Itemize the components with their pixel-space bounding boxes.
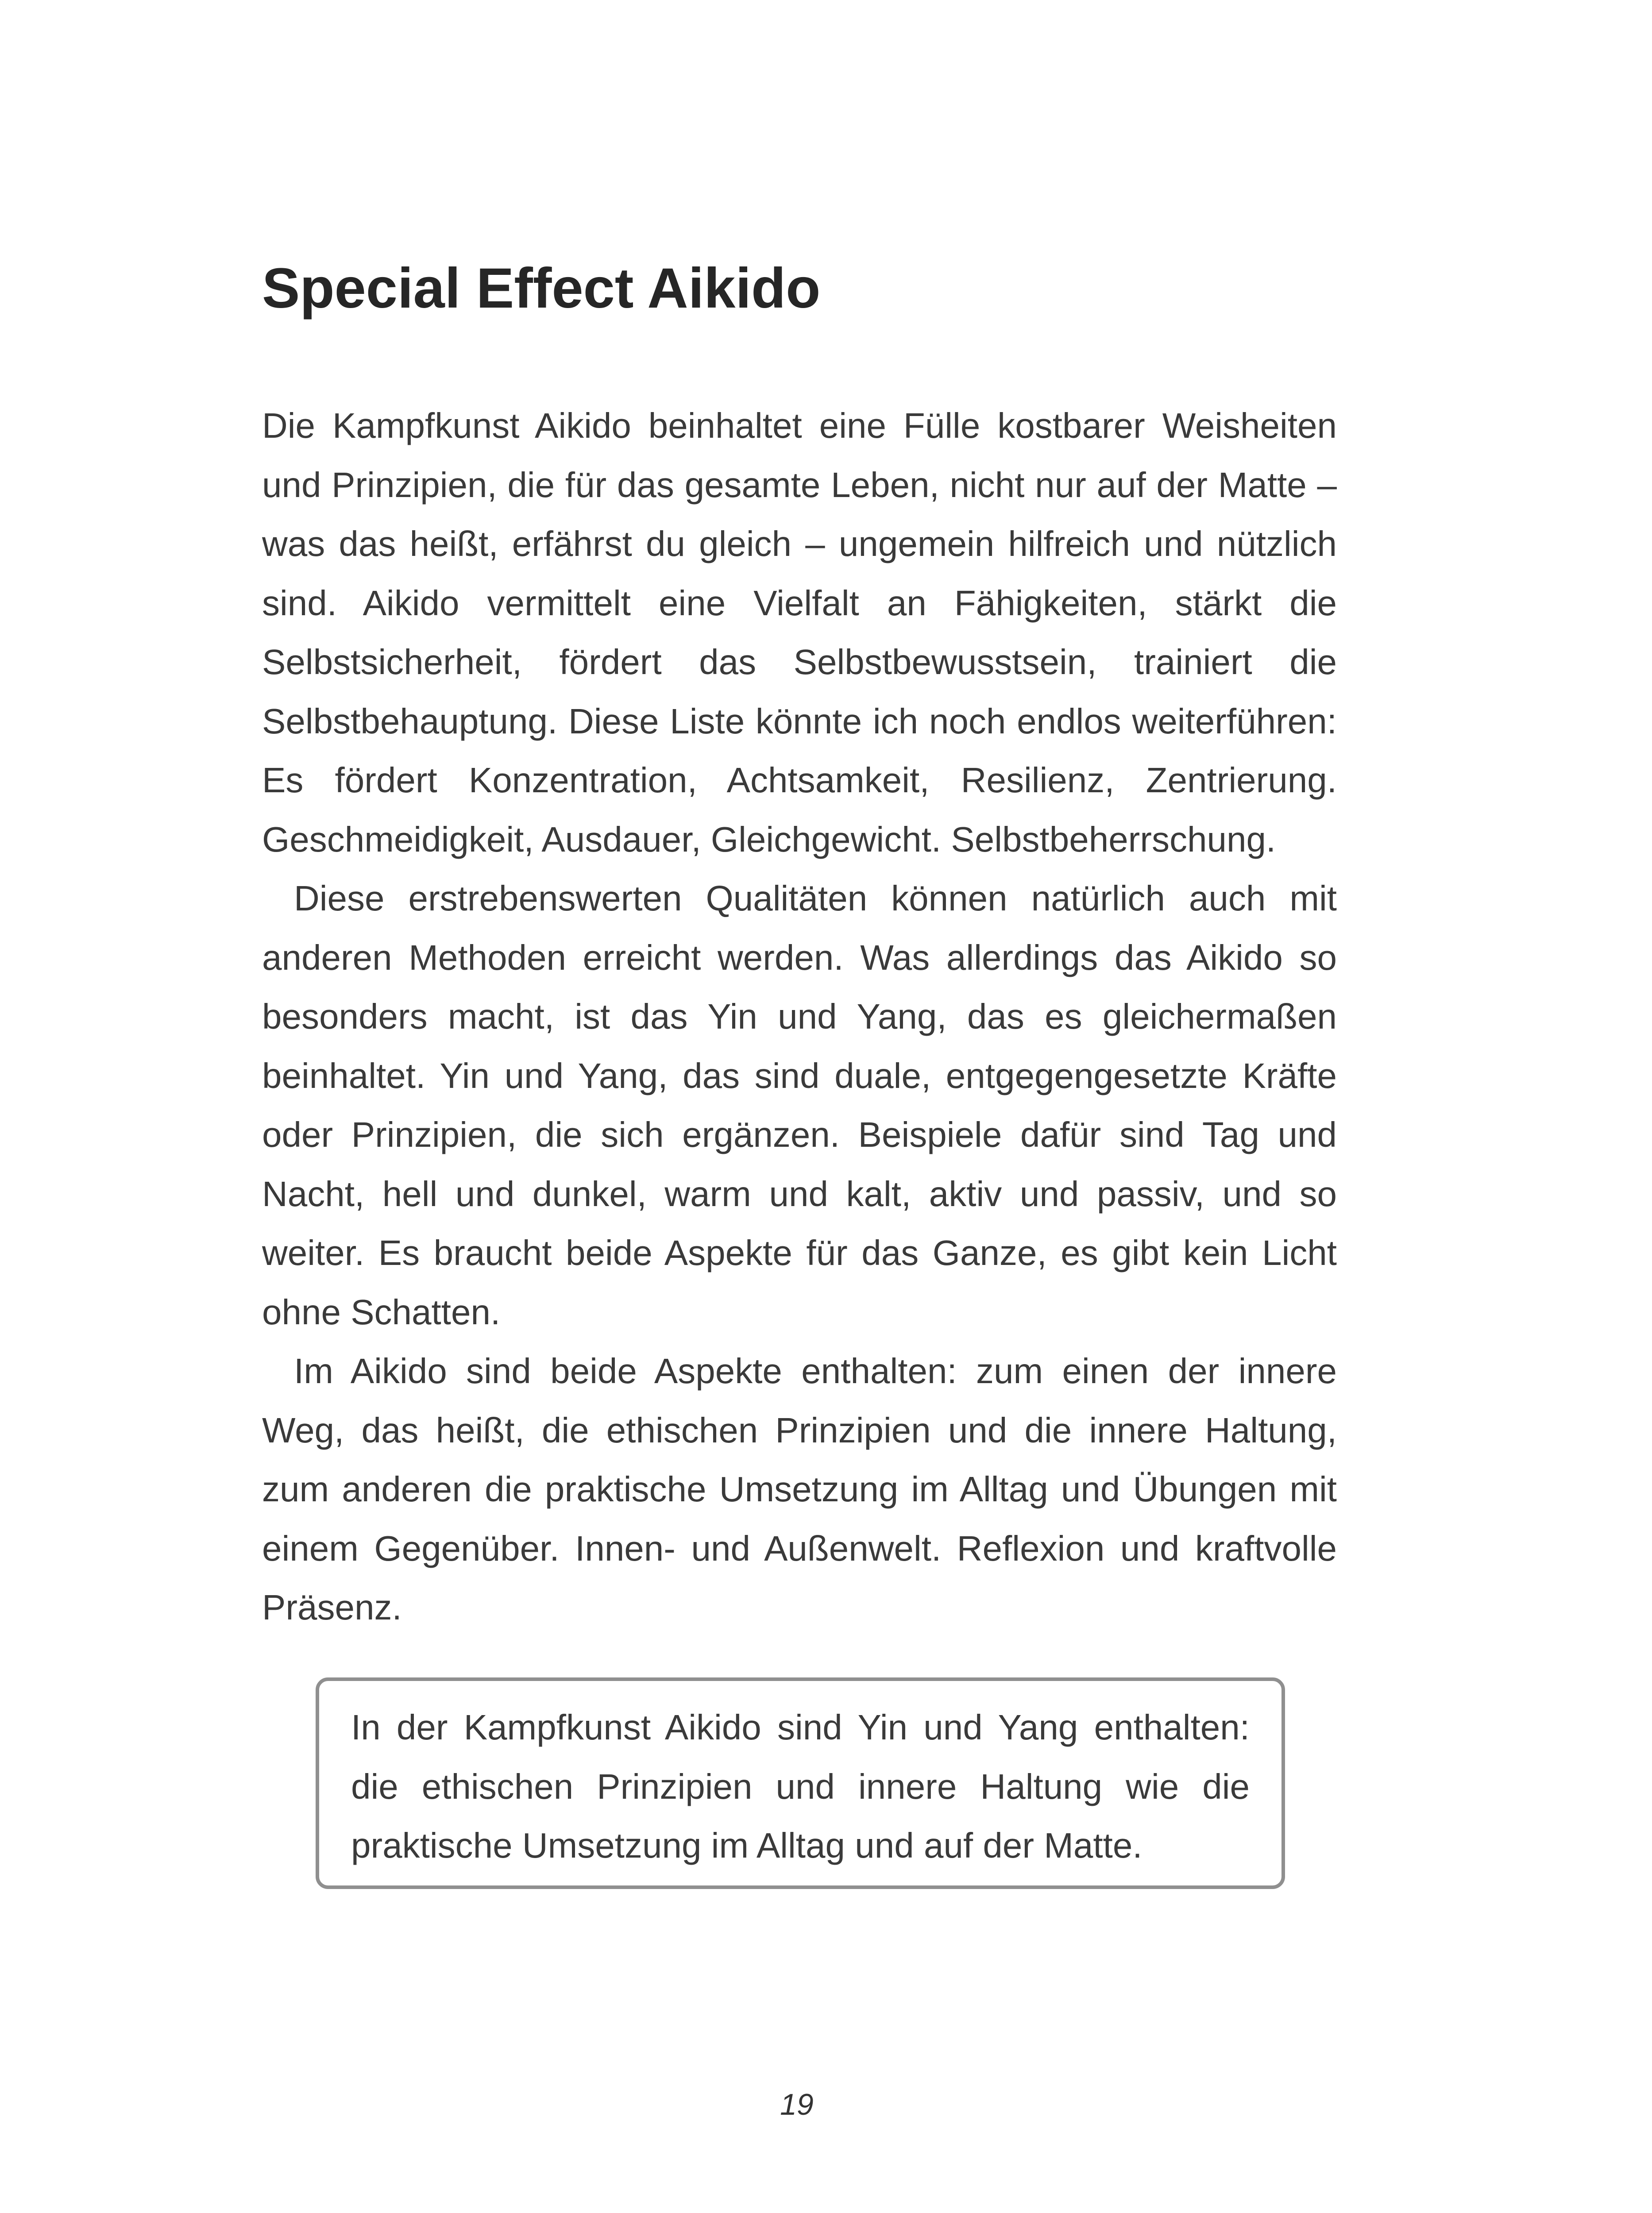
page-number: 19 bbox=[780, 2088, 814, 2121]
paragraph-1: Die Kampfkunst Aikido beinhaltet eine Fülle kostbarer Weisheiten und Prinzipien, die für das gesamte Leben, nicht nur auf der Matte – was das heißt, erfährst du gleich – ungemein hilfreich und nützlich sind. Aikido vermittelt eine Vielfalt an Fähigkeiten, stärkt die Selbstsicherheit, fördert das Selbstbewusstsein, trainiert die Selbstbehauptung. Diese Liste könnte ich noch endlos weiterführen: Es fördert Konzentration, Achtsamkeit, Resilienz, Zentrierung. Geschmeidigkeit, Ausdauer, Gleichgewicht. Selbstbeherrschung. bbox=[262, 406, 1337, 859]
body-text bbox=[262, 396, 1337, 1637]
paragraph-3: Im Aikido sind beide Aspekte enthalten: zum einen der innere Weg, das heißt, die ethischen Prinzipien und die innere Haltung, zum anderen die praktische Umsetzung im Alltag und Übungen mit einem Gegenüber. Innen- und Außenwelt. Reflexion und kraftvolle Präsenz. bbox=[262, 1351, 1337, 1627]
page-title: Special Effect Aikido bbox=[262, 257, 821, 320]
callout-text: In der Kampfkunst Aikido sind Yin und Yang enthalten: die ethischen Prinzipien und innere Haltung wie die praktische Umsetzung im Alltag und auf der Matte. bbox=[351, 1708, 1250, 1865]
paragraph-2: Diese erstrebenswerten Qualitäten können natürlich auch mit anderen Methoden erreicht werden. Was allerdings das Aikido so besonders macht, ist das Yin und Yang, das es gleichermaßen beinhaltet. Yin und Yang, das sind duale, entgegengesetzte Kräfte oder Prinzipien, die sich ergänzen. Beispiele dafür sind Tag und Nacht, hell und dunkel, warm und kalt, aktiv und passiv, und so weiter. Es braucht beide Aspekte für das Ganze, es gibt kein Licht ohne Schatten. bbox=[262, 879, 1337, 1332]
callout-box bbox=[316, 1677, 1285, 1889]
